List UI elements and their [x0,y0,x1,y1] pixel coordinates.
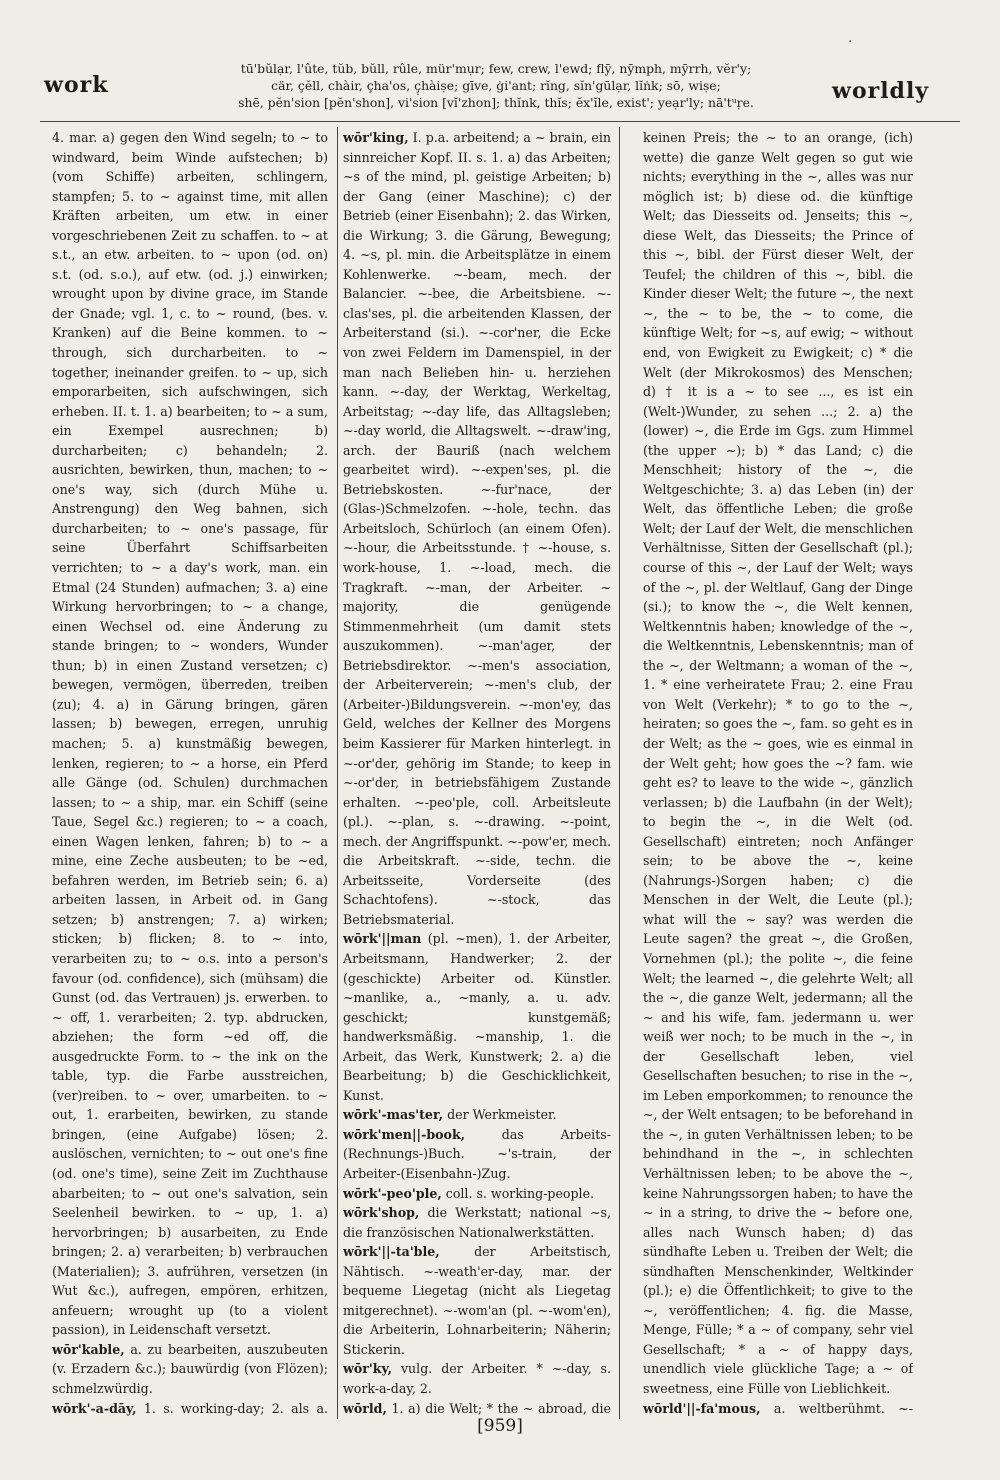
entry-headword: wōrk'shop, [343,1205,420,1221]
entry-text: coll. s. working-people. [445,1185,595,1201]
entry-text: keinen Preis; the ~ to an orange, (ich) wette) die ganze Welt gegen so gut wie nichts; everything in the ~, alles was nur möglich ist; b) diese od. die künftige Welt; das Diesseits od. Jenseits; this ~, diese Welt, das Diesseits; the Prince of this ~, bibl. der Fürst dieser Welt, der Teufel; the children of this ~, bibl. die Kinder dieser Welt; the future ~, the next ~, the ~ to be, the ~ to come, die künftige Welt; for ~s, auf ewig; ~ without end, von Ewigkeit zu Ewigkeit; c) * die Welt (der Mikrokosmos) des Menschen; d) † it is a ~ to see ..., es ist ein (Welt-)Wunder, zu sehen ...; 2. a) the (lower) ~, die Erde im Ggs. zum Himmel (the upper ~); b) * das Land; c) die Menschheit; history of the ~, die Weltgeschichte; 3. a) das Leben (in) der Welt, das öffentliche Leben; die große Welt; der Lauf der Welt, die menschlichen Verhältnisse, Sitten der Gesellschaft (pl.); course of this ~, der Lauf der Welt; ways of the ~, pl. der Weltlauf, Gang der Dinge (si.); to know the ~, die Welt kennen, Weltkenntnis haben; knowledge of the ~, die Weltkenntnis, Lebenskenntnis; man of the ~, der Weltmann; a woman of the ~, 1. * eine verheiratete Frau; 2. eine Frau von Welt (Verkehr); * to go to the ~, heiraten; so goes the ~, fam. so geht es in der Welt; as the ~ goes, wie es einmal in der Welt geht; how goes the ~? fam. wie geht es? to leave to the wide ~, gänzlich verlassen; b) die Laufbahn (in der Welt); to begin the ~, in die Welt (od. Gesellschaft) eintreten; noch Anfänger sein; to be above the ~, keine (Nahrungs-)Sorgen haben; c) die Menschen in der Welt, die Leute (pl.); what will the ~ say? was werden die Leute sagen? the great ~, die Großen, Vornehmen (pl.); the polite ~, die feine Welt; the learned ~, die gelehrte Welt; all the ~, die ganze Welt, jedermann; all the ~ and his wife, fam. jedermann u. wer weiß wer noch; to be much in the ~, in der Gesellschaft leben, viel Gesellschaften besuchen; to rise in the ~, im Leben emporkommen; to renounce the ~, der Welt entsagen; to be beforehand in the ~, in guten Verhältnissen leben; to be behindhand in the ~, in schlechten Verhältnissen leben; to be above the ~, keine Nahrungssorgen haben; to have the ~ in a string, to drive the ~ before one, alles nach Wunsch haben; d) das sündhafte Leben u. Treiben der Welt; die sündhaften Menschenkinder, Weltkinder (pl.); e) die Öffentlichkeit; to give to the ~, veröffentlichen; 4. fig. die Masse, Menge, Fülle; * a ~ of company, sehr viel Gesellschaft; * a ~ of happy days, unendlich viele glückliche Tage; a ~ of sweetness, eine Fülle von Lieblichkeit. [643,130,913,1396]
column-2 [343,128,611,1418]
header-rule [40,121,960,122]
column-3 [643,128,913,1418]
entry-text: 1. a) die Welt; * the ~ abroad, die [391,1400,611,1416]
entry-headword: wōrld'||-fa'mous, [643,1400,761,1416]
dictionary-entry [52,128,328,1340]
left-guide-word: work [44,72,109,98]
dictionary-entry [52,1340,328,1399]
entry-headword: wōr'ky, [343,1361,392,1377]
dictionary-entry [343,1184,611,1204]
pronunciation-line: shē, pĕn'sion [pĕn'shon], vi'sion [vĭ'zhon]; thĭnk, thĭs; ĕx'ĭle, exist'; yeạr'ly; nā'tᵘṛe. [238,95,754,110]
dictionary-entry [343,1125,611,1184]
entry-headword: wōr'kable, [52,1341,125,1357]
column-divider [619,127,620,1419]
dictionary-entry [343,1203,611,1242]
entry-text: das Arbeits-(Rechnungs-)Buch. ~'s-train, der Arbeiter-(Eisenbahn-)Zug. [343,1126,611,1181]
entry-text: die Werkstatt; national ~s, die französischen Nationalwerkstätten. [343,1205,611,1240]
dictionary-entry [343,1105,611,1125]
dictionary-entry [343,929,611,1105]
corner-mark: · [848,34,853,50]
entry-headword: wōrk'||-ta'ble, [343,1244,440,1260]
entry-headword: wōrk'-mas'ter, [343,1107,444,1123]
dictionary-entry [343,128,611,929]
entry-headword: wōrk'men||-book, [343,1126,466,1142]
dictionary-entry [343,1242,611,1359]
column-divider [337,127,338,1419]
entry-text: der Arbeitstisch, Nähtisch. ~-weath'er-day, mar. der bequeme Liegetag (nicht als Liegetag mitgerechnet). ~-wom'an (pl. ~-wom'en), die Arbeiterin, Lohnarbeiterin; Näherin; Stickerin. [343,1244,611,1357]
pronunciation-line: cär, çĕll, chàir, çha'os, ç̣hàiṣe; gīve, ġi'ant; rĭng, sĭn'gūlạr, lĭṅk; sō, wiṣe; [271,78,721,93]
page-number: [959] [477,1416,523,1436]
pronunciation-key [196,60,796,111]
entry-headword: wōr'king, [343,130,409,145]
entry-text: I. p.a. arbeitend; a ~ brain, ein sinnreicher Kopf. II. s. 1. a) das Arbeiten; ~s of the mind, pl. geistige Arbeiten; b) der Gang (einer Maschine); c) der Betrieb (einer Eisenbahn); 2. das Wirken, die Wirkung; 3. die Gärung, Bewegung; 4. ~s, pl. min. die Arbeitsplätze in einem Kohlenwerke. ~-beam, mech. der Balancier. ~-bee, die Arbeitsbiene. ~-clas'ses, pl. die arbeitenden Klassen, der Arbeiterstand (si.). ~-cor'ner, die Ecke von zwei Feldern im Damenspiel, in der man nach Belieben hin- u. herziehen kann. ~-day, der Werktag, Werkeltag, Arbeitstag; ~-day life, das Alltagsleben; ~-day world, die Alltagswelt. ~-draw'ing, arch. der Bauriß (nach welchem gearbeitet wird). ~-expen'ses, pl. die Betriebskosten. ~-fur'nace, der (Glas-)Schmelzofen. ~-hole, techn. das Arbeitsloch, Schürloch (an einem Ofen). ~-hour, die Arbeitsstunde. † ~-house, s. work-house, 1. ~-load, mech. die Tragkraft. ~-man, der Arbeiter. ~ majority, die genügende Stimmenmehrheit (um damit stets auszukommen). ~-man'ager, der Betriebsdirektor. ~-men's association, der Arbeiterverein; ~-men's club, der (Arbeiter-)Bildungsverein. ~-mon'ey, das Geld, welches der Kellner des Morgens beim Kassierer für Marken hinterlegt. in ~-or'der, gehörig im Stande; to keep in ~-or'der, in betriebsfähigem Zustande erhalten. ~-peo'ple, coll. Arbeitsleute (pl.). ~-plan, s. ~-drawing. ~-point, mech. der Angriffspunkt. ~-pow'er, mech. die Arbeitskraft. ~-side, techn. die Arbeitsseite, Vorderseite (des Schachtofens). ~-stock, das Betriebsmaterial. [343,130,611,927]
entry-text: a. zu bearbeiten, auszubeuten (v. Erzadern &c.); bauwürdig (von Flözen); schmelzwürdig. [52,1341,328,1396]
entry-headword: wōrk'-a-dāy, [52,1400,137,1416]
entry-headword: wōrld, [343,1400,387,1416]
entry-text: a. weltberühmt. ~- [773,1400,913,1416]
dictionary-entry [343,1359,611,1398]
entry-text: der Werkmeister. [447,1107,557,1123]
entry-text: vulg. der Arbeiter. * ~-day, s. work-a-day, 2. [343,1361,611,1396]
pronunciation-line: tū'bŭlạr, l'ûte, tŭb, bŭll, rûle, mür'mụr; few, crew, l'ewd; flȳ, nȳmph, mȳrrh, vĕr'y; [240,61,752,76]
entry-text: 1. s. working-day; 2. als a. [143,1400,328,1416]
entry-headword: wōrk'-peo'ple, [343,1185,442,1201]
dictionary-entry [643,128,913,1399]
entry-text: 4. mar. a) gegen den Wind segeln; to ~ to windward, beim Winde aufstechen; b) (vom Schiffe) arbeiten, schlingern, stampfen; 5. to ~ against time, mit allen Kräften arbeiten, um etw. in einer vorgeschriebenen Zeit zu schaffen. to ~ at s.t., an etw. arbeiten. to ~ upon (od. on) s.t. (od. s.o.), auf etw. (od. j.) einwirken; wrought upon by divine grace, im Stande der Gnade; vgl. 1, c. to ~ round, (bes. v. Kranken) auf die Beine kommen. to ~ through, sich durcharbeiten. to ~ together, ineinander greifen. to ~ up, sich emporarbeiten, sich aufschwingen, sich erheben. II. t. 1. a) bearbeiten; to ~ a sum, ein Exempel ausrechnen; b) durcharbeiten; c) behandeln; 2. ausrichten, bewirken, thun, machen; to ~ one's way, sich (durch Mühe u. Anstrengung) den Weg bahnen, sich durcharbeiten; to ~ one's passage, für seine Überfahrt Schiffsarbeiten verrichten; to ~ a day's work, man. ein Etmal (24 Stunden) aufmachen; 3. a) eine Wirkung hervorbringen; to ~ a change, einen Wechsel od. eine Änderung zu stande bringen; to ~ wonders, Wunder thun; b) in einen Zustand versetzen; c) bewegen, vermögen, überreden, treiben (zu); 4. a) in Gärung bringen, gären lassen; b) bewegen, erregen, unruhig machen; 5. a) kunstmäßig bewegen, lenken, regieren; to ~ a horse, ein Pferd alle Gänge (od. Schulen) durchmachen lassen; to ~ a ship, mar. ein Schiff (seine Taue, Segel &c.) regieren; to ~ a coach, einen Wagen lenken, fahren; b) to ~ a mine, eine Zeche ausbeuten; to be ~ed, befahren werden, im Betrieb sein; 6. a) arbeiten lassen, in Arbeit od. in Gang setzen; b) anstrengen; 7. a) wirken; sticken; b) flicken; 8. to ~ into, verarbeiten zu; to ~ o.s. into a person's favour (od. confidence), sich (mühsam) die Gunst (od. das Vertrauen) js. erwerben. to ~ off, 1. verarbeiten; 2. typ. abdrucken, abziehen; the form ~ed off, die ausgedruckte Form. to ~ the ink on the table, typ. die Farbe ausstreichen, (ver)reiben. to ~ over, umarbeiten. to ~ out, 1. erarbeiten, bewirken, zu stande bringen, (eine Aufgabe) lösen; 2. auslöschen, vernichten; to ~ out one's fine (od. one's time), seine Zeit im Zuchthause abarbeiten; to ~ out one's salvation, sein Seelenheil bewirken. to ~ up, 1. a) hervorbringen; b) ausarbeiten, zu Ende bringen; 2. a) verarbeiten; b) verbrauchen (Materialien); 3. aufrühren, versetzen (in Wut &c.), aufregen, empören, erhitzen, anfeuern; wrought up (to a violent passion), in Leidenschaft versetzt. [52,130,328,1338]
entry-headword: wōrk'||man [343,931,422,947]
column-1 [52,128,328,1418]
right-guide-word: worldly [832,78,930,104]
entry-text: (pl. ~men), 1. der Arbeiter, Arbeitsmann, Handwerker; 2. der (geschickte) Arbeiter od. Künstler. ~manlike, a., ~manly, a. u. adv. geschickt; kunstgemäß; handwerksmäßig. ~manship, 1. die Arbeit, das Werk, Kunstwerk; 2. a) die Bearbeitung; b) die Geschicklichkeit, Kunst. [343,931,611,1103]
